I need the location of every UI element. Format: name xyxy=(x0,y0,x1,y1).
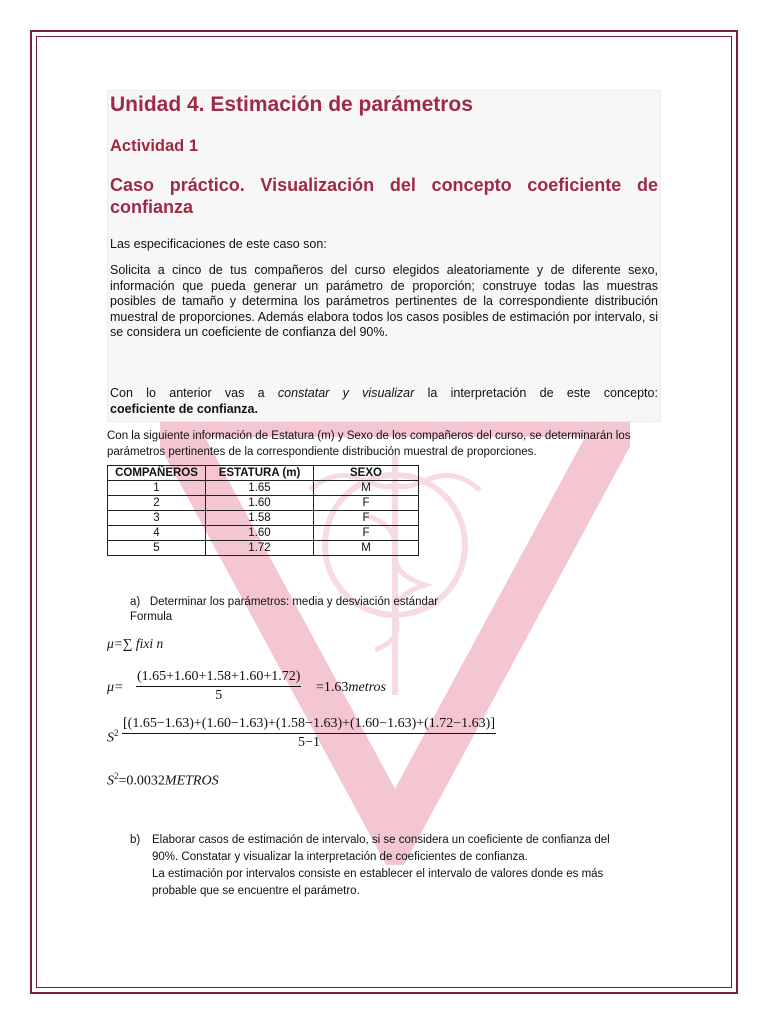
table-cell: F xyxy=(314,526,419,541)
table-cell: M xyxy=(314,481,419,496)
table-row xyxy=(108,541,419,556)
table-cell: 4 xyxy=(108,526,206,541)
specs-intro: Las especificaciones de este caso son: xyxy=(110,237,327,251)
part-a-item xyxy=(130,594,438,610)
case-title-line2: confianza xyxy=(110,197,194,217)
unit-title: Unidad 4. Estimación de parámetros xyxy=(110,93,473,116)
case-title-line1: Caso práctico. Visualización del concepto coeficiente de xyxy=(110,175,658,195)
specs-paragraph: Solicita a cinco de tus compañeros del curso elegidos aleatoriamente y de diferente sexo, información que pueda generar un parámetro de proporción; construye todas las muestras posibles de tamaño y determina los parámetros pertinentes de la correspondiente distribución muestral de proporciones. Además elabora todos los casos posibles de estimación por intervalo, si se considera un coeficiente de confianza del 90%. xyxy=(110,263,658,339)
table-cell: 2 xyxy=(108,496,206,511)
variance-denominator: 5−1 xyxy=(298,735,320,750)
mean-definition: μ=∑ fixi n xyxy=(107,636,164,651)
mean-denominator: 5 xyxy=(215,688,223,703)
variance-fraction xyxy=(122,716,496,751)
table-cell: 1.72 xyxy=(206,541,314,556)
part-a-text: Determinar los parámetros: media y desviación estándar xyxy=(149,596,439,608)
formula-label: Formula xyxy=(130,611,173,623)
conclusion-line1: Con lo anterior vas a constatar y visualizar la interpretación de este concepto: xyxy=(110,386,658,400)
table-cell: F xyxy=(314,511,419,526)
mean-fraction xyxy=(136,669,301,704)
part-b-label: b) xyxy=(130,834,141,846)
info-text: Con la siguiente información de Estatura (m) y Sexo de los compañeros del curso, se determinarán los parámetros pertinentes de la correspondiente distribución muestral de proporciones. xyxy=(107,430,631,458)
table-cell: 5 xyxy=(108,541,206,556)
col-header-companeros: COMPAÑEROS xyxy=(108,466,206,481)
part-b-text: Elaborar casos de estimación de intervalo, si se considera un coeficiente de confianza del 90%. Constatar y visualizar la interpretación de coeficientes de confianza. La estimación por intervalos consiste en establecer el intervalo de valores donde es más probable que se encuentre el parámetro. xyxy=(152,834,610,897)
table-header-row xyxy=(108,466,419,481)
variance-result: $S^2=0.0032METROS$ xyxy=(107,771,219,789)
students-table xyxy=(107,465,419,556)
specs-conclusion xyxy=(110,385,658,417)
table-row xyxy=(108,511,419,526)
table-cell: F xyxy=(314,496,419,511)
table-row xyxy=(108,481,419,496)
table-cell: 1.60 xyxy=(206,526,314,541)
variance-lhs: $S^2$ xyxy=(107,728,119,746)
activity-title: Actividad 1 xyxy=(110,137,199,155)
conclusion-emphasis: constatar y visualizar xyxy=(277,386,415,400)
col-header-estatura: ESTATURA (m) xyxy=(206,466,314,481)
table-row xyxy=(108,526,419,541)
part-a-label: a) xyxy=(130,596,141,608)
col-header-sexo: SEXO xyxy=(314,466,419,481)
table-cell: 1 xyxy=(108,481,206,496)
conclusion-bold: coeficiente de confianza. xyxy=(110,402,258,416)
table-row xyxy=(108,496,419,511)
mean-numerator: (1.65+1.60+1.58+1.60+1.72) xyxy=(136,669,301,687)
mean-lhs: μ= xyxy=(107,680,124,695)
table-cell: 1.60 xyxy=(206,496,314,511)
mean-result: =1.63metros xyxy=(316,680,386,695)
table-cell: 1.58 xyxy=(206,511,314,526)
variance-numerator: [(1.65−1.63)+(1.60−1.63)+(1.58−1.63)+(1.60−1.63)+(1.72−1.63)] xyxy=(122,716,496,734)
table-cell: 1.65 xyxy=(206,481,314,496)
table-cell: M xyxy=(314,541,419,556)
table-cell: 3 xyxy=(108,511,206,526)
